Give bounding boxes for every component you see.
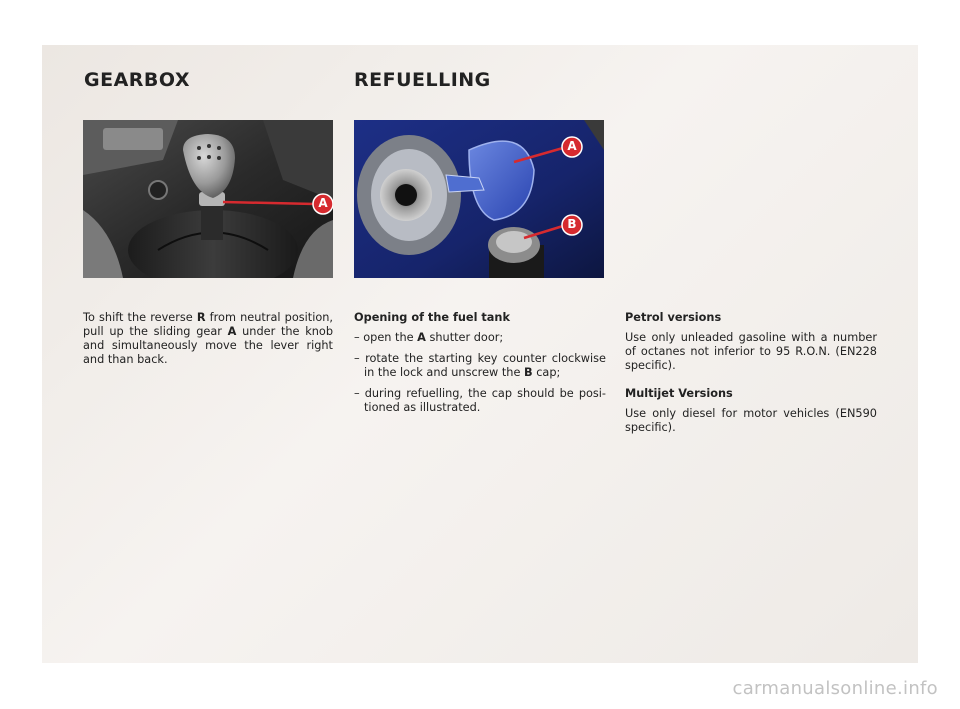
- gearbox-paragraph: To shift the reverse R from neutral position, pull up the sliding gear A under the knob and simultaneously move the lever right and than back.: [83, 311, 333, 366]
- watermark: carmanualsonline.info: [732, 678, 938, 699]
- opening-step-1: – open the A shutter door;: [354, 331, 504, 344]
- petrol-heading: Petrol versions: [625, 311, 722, 324]
- gearbox-text: [83, 311, 333, 374]
- opening-fuel-tank-heading: Opening of the fuel tank: [354, 311, 510, 324]
- refuelling-photo: [354, 120, 604, 278]
- refuelling-callout-b: B: [567, 217, 577, 231]
- manual-page: [42, 45, 918, 663]
- fuel-type-section: [625, 311, 877, 442]
- petrol-text: Use only unleaded gasoline with a number of octanes not inferior to 95 R.O.N. (EN228 specific).: [625, 331, 877, 372]
- opening-step-2: – rotate the starting key counter clockwise in the lock and unscrew the B cap;: [354, 352, 606, 379]
- refuelling-heading: REFUELLING: [354, 69, 491, 91]
- opening-fuel-tank-section: [354, 311, 606, 422]
- gearbox-heading: GEARBOX: [84, 69, 191, 91]
- refuelling-callout-a: A: [567, 139, 577, 153]
- gearbox-photo: [83, 120, 333, 278]
- multijet-text: Use only diesel for motor vehicles (EN590 specific).: [625, 407, 877, 434]
- gearbox-callout-a: A: [318, 196, 328, 210]
- multijet-heading: Multijet Versions: [625, 387, 733, 400]
- opening-step-3: – during refuelling, the cap should be posi-tioned as illustrated.: [354, 387, 606, 414]
